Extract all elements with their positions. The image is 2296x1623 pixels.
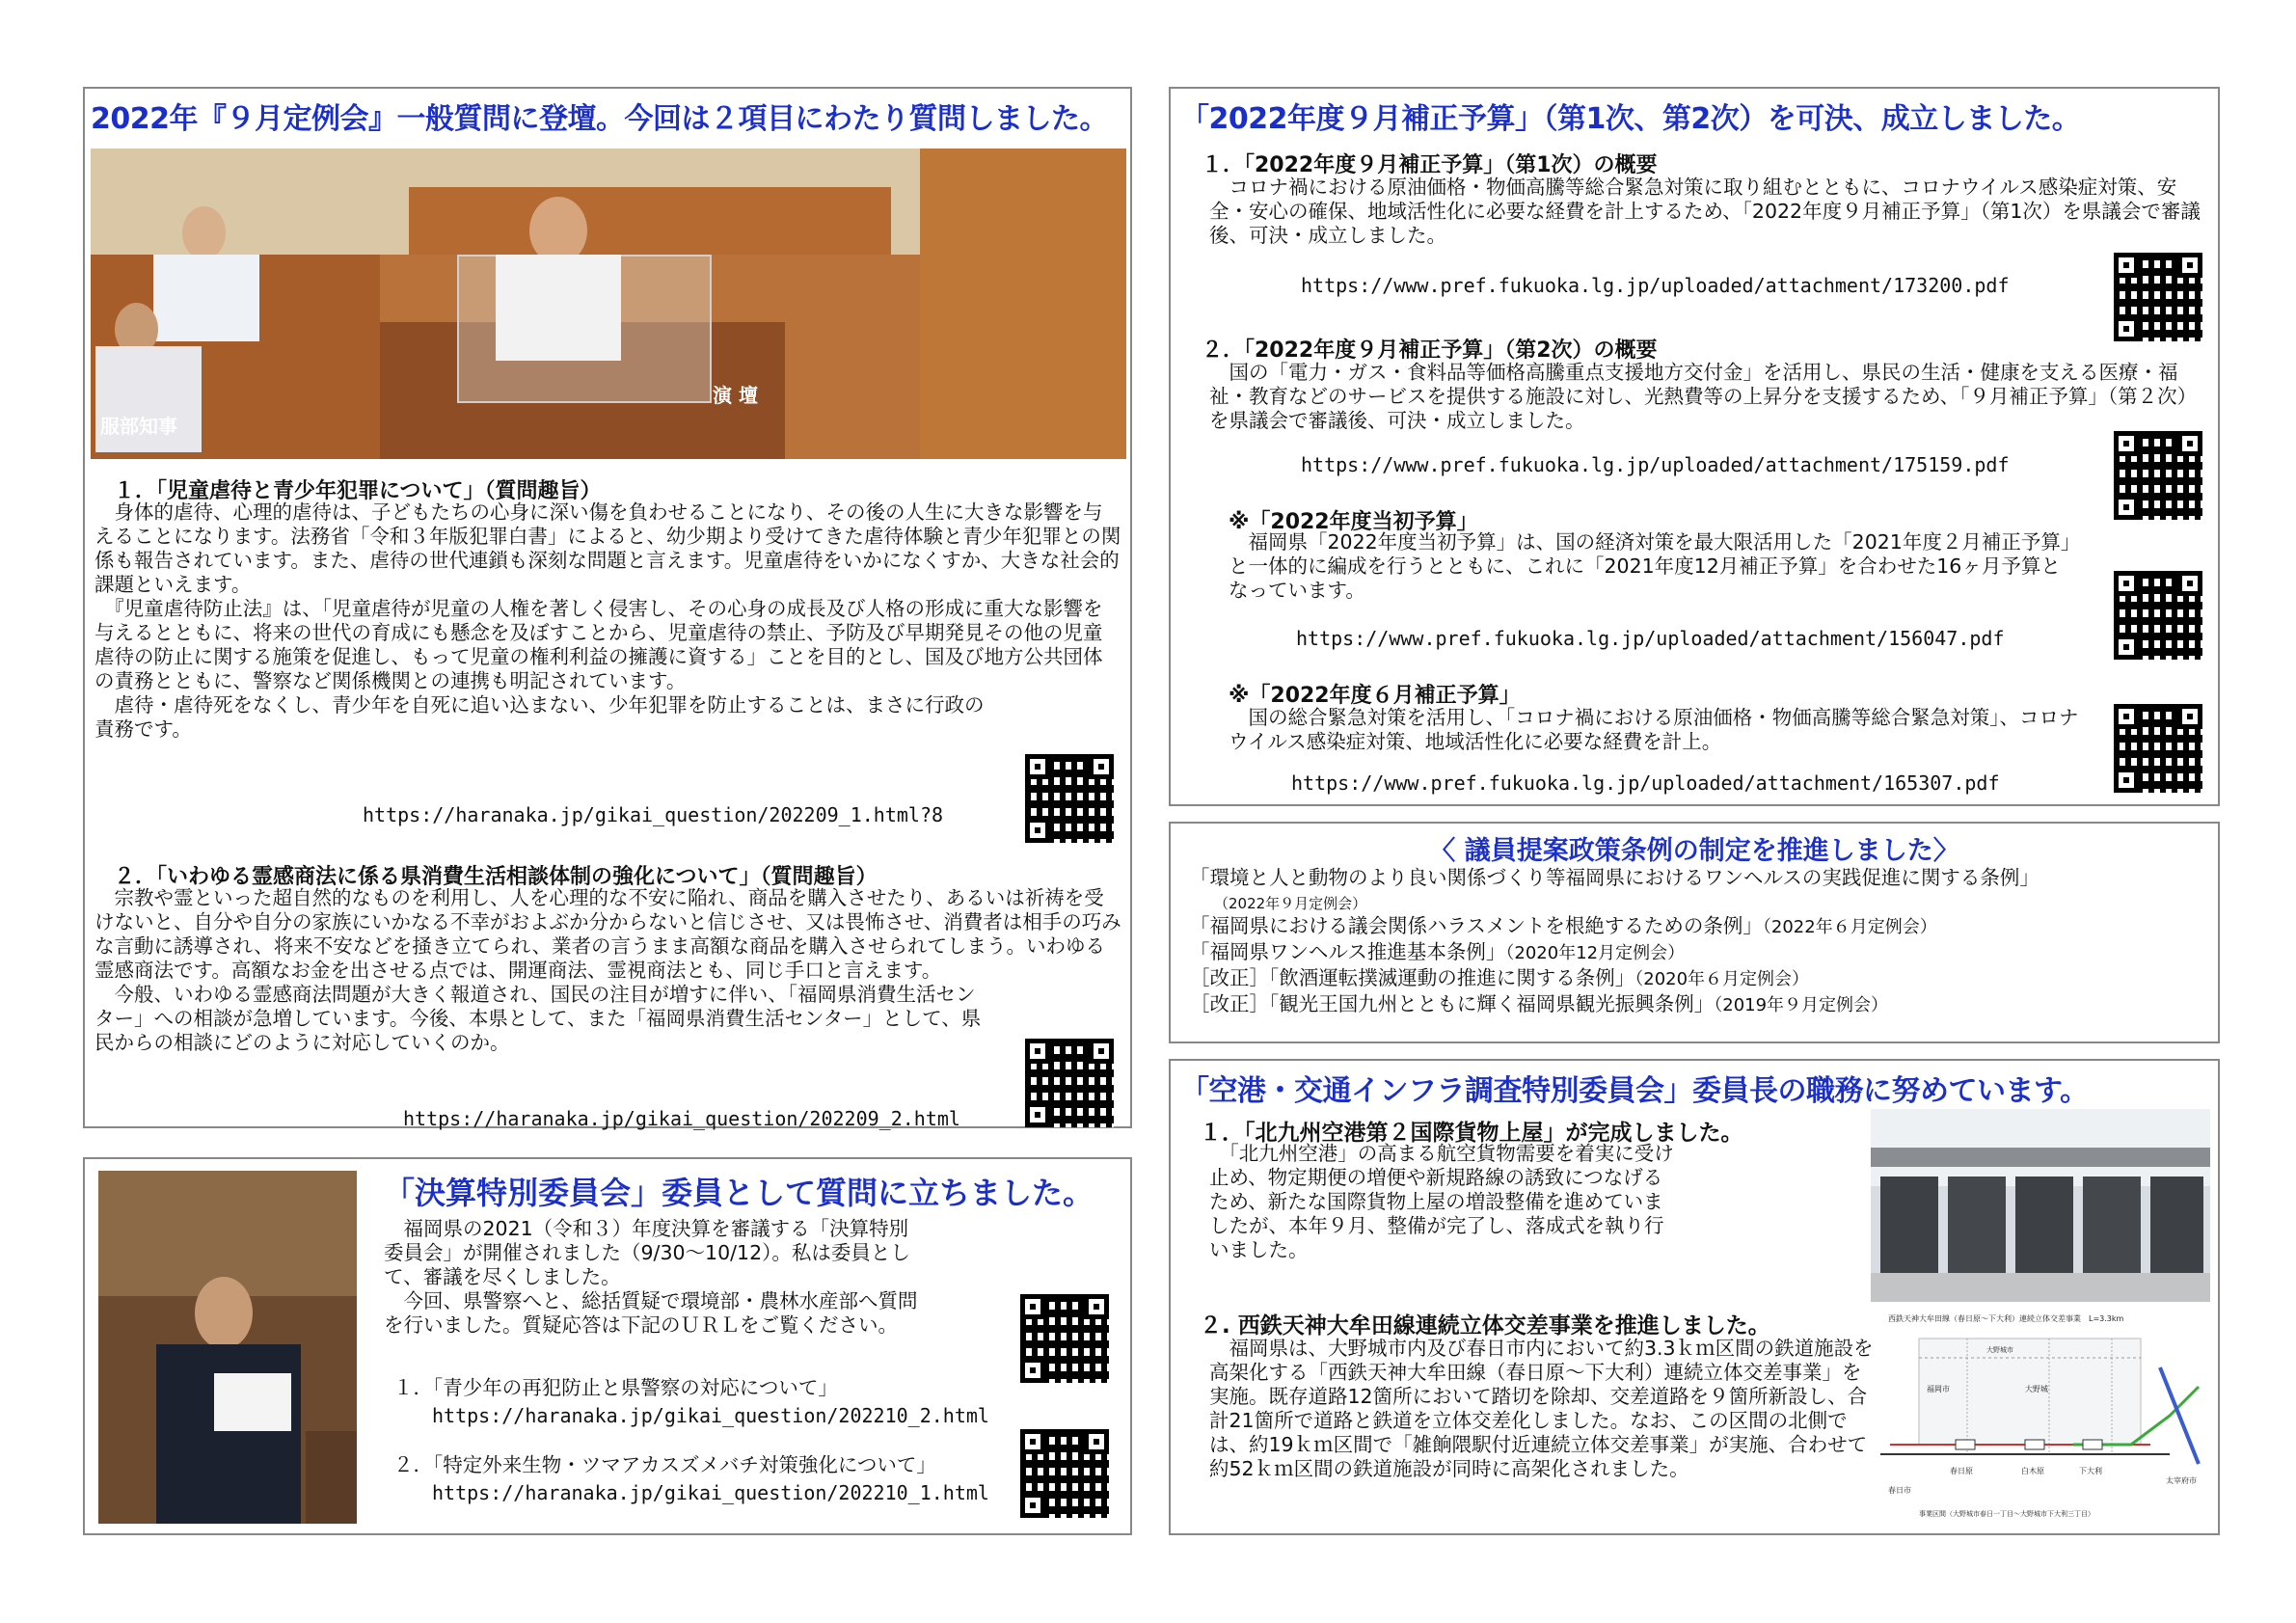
- s1-url[interactable]: https://www.pref.fukuoka.lg.jp/uploaded/attachment/173200.pdf: [1301, 274, 2010, 297]
- q1-url[interactable]: https://haranaka.jp/gikai_question/202209_1.html?8: [363, 803, 944, 826]
- committee-item-2: ２．「特定外来生物・ツマアカスズメバチ対策強化について」: [393, 1453, 936, 1476]
- q2-heading: ２．「いわゆる霊感商法に係る県消費生活相談体制の強化について」（質問趣旨）: [114, 865, 878, 889]
- s4-body: 国の総合緊急対策を活用し、「コロナ禍における原油価格・物価高騰等総合緊急対策」、コロナウイルス感染症対策、地域活性化に必要な経費を計上。: [1229, 706, 2079, 753]
- s4-heading: ※「2022年度６月補正予算」: [1229, 684, 1521, 708]
- panel-supplementary-budget: [1169, 87, 2220, 806]
- committee-item-1-url[interactable]: https://haranaka.jp/gikai_question/202210_2.html: [432, 1404, 989, 1427]
- qr-code-icon[interactable]: [1025, 754, 1114, 843]
- s4-url[interactable]: https://www.pref.fukuoka.lg.jp/uploaded/attachment/165307.pdf: [1291, 771, 2000, 795]
- panel-title: 〈 議員提案政策条例の制定を推進しました〉: [1429, 836, 1959, 866]
- ordinance-3: 「福岡県ワンヘルス推進基本条例」（2020年12月定例会）: [1190, 940, 1686, 963]
- infra-b2: 福岡県は、大野城市内及び春日市内において約3.3ｋｍ区間の鉄道施設を高架化する「西鉄天神大牟田線（春日原～下大利）連続立体交差事業」を実施。既存道路12箇所において踏切を除却、交差道路を９箇所新設し、合計21箇所で道路と鉄道を立体交差化しました。なお、この区間の北側では、約19ｋｍ区間で「雑餉隈駅付近連続立体交差事業」が実施、合わせて約52ｋｍ区間の鉄道施設が同時に高架化されました。: [1209, 1337, 1874, 1480]
- s2-url[interactable]: https://www.pref.fukuoka.lg.jp/uploaded/attachment/175159.pdf: [1301, 453, 2010, 476]
- panel-ordinances: [1169, 822, 2220, 1043]
- s3-url[interactable]: https://www.pref.fukuoka.lg.jp/uploaded/attachment/156047.pdf: [1296, 627, 2005, 650]
- assembly-photo: [91, 149, 1126, 459]
- qr-code-icon[interactable]: [2114, 253, 2202, 341]
- panel-title: 「2022年度９月補正予算」（第1次、第2次）を可決、成立しました。: [1180, 102, 2081, 136]
- s2-heading: ２．「2022年度９月補正予算」（第2次）の概要: [1202, 338, 1658, 363]
- qr-code-icon[interactable]: [2114, 571, 2202, 660]
- diagram-label: 春日市: [1888, 1486, 1911, 1495]
- committee-item-1: １．「青少年の再犯防止と県警察の対応について」: [393, 1376, 838, 1399]
- ordinance-1-note: （2022年９月定例会）: [1214, 895, 1367, 912]
- diagram-label: 大野城市: [1986, 1346, 2013, 1354]
- railway-diagram: [1880, 1310, 2210, 1528]
- q1-body: 身体的虐待、心理的虐待は、子どもたちの心身に深い傷を負わせることになり、その後の人生に大きな影響を与えることになります。法務省「令和３年版犯罪白書」によると、幼少期より受けてきた虐待体験と青少年犯罪との関係も報告されています。また、虐待の世代連鎖も深刻な問題と言えます。児童虐待をいかになくすか、大きな社会的課題といえます。 『児童虐待防止法』は、「児童虐待が児童の人権を著しく侵害し、その心身の成長及び人格の形成に重大な影響を与えるとともに、将来の世代の育成にも懸念を及ぼすことから、児童虐待の禁止、予防及び早期発見その他の児童虐待の防止に関する施策を促進し、もって児童の権利利益の擁護に資する」ことを目的とし、国及び地方公共団体の責務とともに、警察など関係機関との連携も明記されています。 虐待・虐待死をなくし、青少年を自死に追い込まない、少年犯罪を防止することは、まさに行政の責務です。: [95, 500, 1121, 741]
- s3-body: 福岡県「2022年度当初予算」は、国の経済対策を最大限活用した「2021年度２月補正予算」と一体的に編成を行うとともに、これに「2021年度12月補正予算」を合わせた16ヶ月予算となっています。: [1229, 530, 2071, 602]
- ordinance-5: ［改正］「観光王国九州とともに輝く福岡県観光振興条例」（2019年９月定例会）: [1190, 992, 1889, 1015]
- q2-url[interactable]: https://haranaka.jp/gikai_question/202209_2.html: [403, 1107, 960, 1130]
- diagram-title: 西鉄天神大牟田線（春日原～下大利）連続立体交差事業 L=3.3km: [1888, 1314, 2124, 1323]
- diagram-label: 福岡市: [1927, 1385, 1950, 1393]
- diagram-label: 大野城: [2025, 1385, 2048, 1393]
- s1-body: コロナ禍における原油価格・物価高騰等総合緊急対策に取り組むとともに、コロナウイルス感染症対策、安全・安心の確保、地域活性化に必要な経費を計上するため、「2022年度９月補正予算」（第1次）を県議会で審議後、可決・成立しました。: [1209, 176, 2201, 247]
- committee-body: 福岡県の2021（令和３）年度決算を審議する「決算特別委員会」が開催されました（9/30～10/12）。私は委員として、審議を尽くしました。 今回、県警察へと、総括質疑で環境部・農林水産部へ質問を行いました。質疑応答は下記のＵＲＬをご覧ください。: [384, 1217, 918, 1337]
- diagram-label: 白木原: [2021, 1467, 2044, 1475]
- qr-code-icon[interactable]: [1020, 1429, 1109, 1518]
- diagram-caption: 事業区間（大野城市春日一丁目～大野城市下大利三丁目）: [1919, 1510, 2094, 1518]
- ordinance-2: 「福岡県における議会関係ハラスメントを根絶するための条例」（2022年６月定例会）: [1190, 914, 1937, 937]
- panel-settlement-committee: [83, 1157, 1132, 1535]
- infra-h2: ２. 西鉄天神大牟田線連続立体交差事業を推進しました。: [1200, 1313, 1770, 1339]
- committee-item-2-url[interactable]: https://haranaka.jp/gikai_question/202210_1.html: [432, 1481, 989, 1504]
- panel-title: 「空港・交通インフラ調査特別委員会」委員長の職務に努めています。: [1180, 1074, 2089, 1108]
- photo-label-governor: 服部知事: [100, 415, 177, 438]
- s3-heading: ※「2022年度当初予算」: [1229, 510, 1478, 534]
- infra-h1: １．「北九州空港第２国際貨物上屋」が完成しました。: [1200, 1121, 1743, 1146]
- qr-code-icon[interactable]: [2114, 431, 2202, 520]
- ordinance-4: ［改正］「飲酒運転撲滅運動の推進に関する条例」（2020年６月定例会）: [1190, 966, 1810, 989]
- q1-heading: １．「児童虐待と青少年犯罪について」（質問趣旨）: [114, 479, 602, 503]
- committee-photo: [98, 1171, 357, 1524]
- panel-title: 「決算特別委員会」委員として質問に立ちました。: [384, 1175, 1094, 1211]
- qr-code-icon[interactable]: [1020, 1294, 1109, 1383]
- diagram-label: 春日原: [1950, 1467, 1973, 1475]
- qr-code-icon[interactable]: [1025, 1039, 1114, 1127]
- cargo-terminal-photo: [1871, 1109, 2210, 1302]
- infra-b1: 「北九州空港」の高まる航空貨物需要を着実に受け止め、物定期便の増便や新規路線の誘致につなげるため、新たな国際貨物上屋の増設整備を進めていましたが、本年９月、整備が完了し、落成式を執り行いました。: [1209, 1142, 1674, 1261]
- diagram-label: 太宰府市: [2166, 1476, 2197, 1485]
- ordinance-1: 「環境と人と動物のより良い関係づくり等福岡県におけるワンヘルスの実践促進に関する条例」: [1190, 866, 2039, 889]
- s2-body: 国の「電力・ガス・食料品等価格高騰重点支援地方交付金」を活用し、県民の生活・健康を支える医療・福祉・教育などのサービスを提供する施設に対し、光熱費等の上昇分を支援するため、「９月補正予算」（第２次）を県議会で審議後、可決・成立しました。: [1209, 361, 2198, 432]
- s1-heading: １．「2022年度９月補正予算」（第1次）の概要: [1202, 153, 1658, 177]
- qr-code-icon[interactable]: [2114, 704, 2202, 793]
- panel-title: 2022年『９月定例会』一般質問に登壇。今回は２項目にわたり質問しました。: [91, 102, 1108, 136]
- diagram-label: 下大利: [2079, 1467, 2102, 1475]
- panel-infrastructure-committee: [1169, 1059, 2220, 1535]
- photo-label-podium: 演 壇: [713, 384, 758, 407]
- q2-body: 宗教や霊といった超自然的なものを利用し、人を心理的な不安に陥れ、商品を購入させたり、あるいは祈祷を受けないと、自分や自分の家族にいかなる不幸がおよぶか分からないと信じさせ、又は畏怖させ、消費者は相手の巧みな言動に誘導され、将来不安などを掻き立てられ、業者の言うまま高額な商品を購入させられてしまう。いわゆる霊感商法です。高額なお金を出させる点では、開運商法、霊視商法とも、同じ手口と言えます。 今般、いわゆる霊感商法問題が大きく報道され、国民の注目が増すに伴い、「福岡県消費生活センター」への相談が急増しています。今後、本県として、また「福岡県消費生活センター」として、県民からの相談にどのように対応していくのか。: [95, 886, 1121, 1054]
- panel-general-question: [83, 87, 1132, 1128]
- railway-diagram-svg: [1880, 1310, 2210, 1528]
